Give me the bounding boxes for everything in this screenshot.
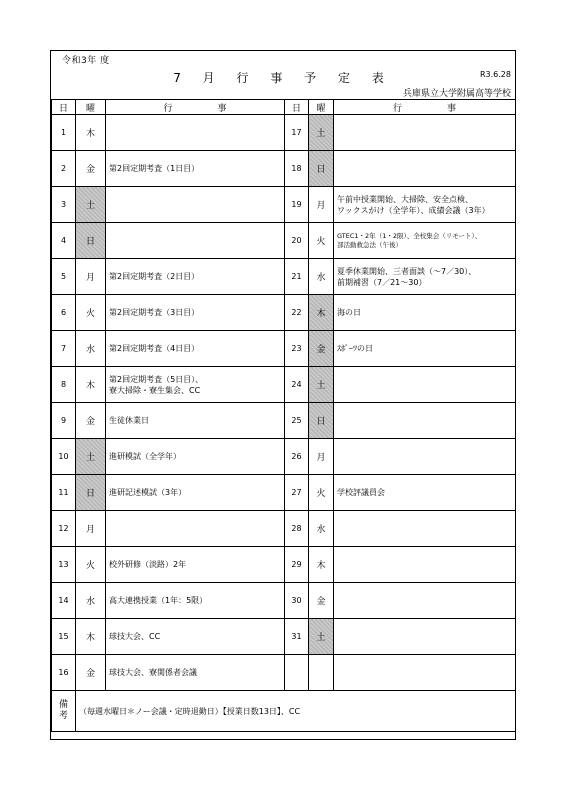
weekday-right: [309, 655, 334, 691]
weekday-left: 金: [76, 151, 106, 187]
schedule-sheet: [50, 50, 516, 740]
schedule-row: [52, 187, 516, 223]
event-cell-right: [334, 547, 516, 583]
event-cell-left: 進研記述模試（3年）: [106, 475, 285, 511]
day-number-right: 25: [285, 403, 309, 439]
day-header-left: 日: [52, 100, 76, 115]
day-number-right: 23: [285, 331, 309, 367]
day-number-right: 20: [285, 223, 309, 259]
schedule-row: [52, 331, 516, 367]
weekday-right: 金: [309, 583, 334, 619]
event-cell-left: 高大連携授業（1年：5限）: [106, 583, 285, 619]
day-number-left: 14: [52, 583, 76, 619]
weekday-left: 金: [76, 403, 106, 439]
event-cell-left: 進研模試（全学年）: [106, 439, 285, 475]
day-number-left: 6: [52, 295, 76, 331]
day-number-right: 28: [285, 511, 309, 547]
notes-text: （毎週水曜日＊ノー会議・定時退勤日）【授業日数13日】、CC: [76, 691, 516, 732]
event-cell-right: 午前中授業開始、大掃除、安全点検、 ワックスがけ（全学年）、成績会議（3年）: [334, 187, 516, 223]
day-number-right: 29: [285, 547, 309, 583]
day-number-right: 21: [285, 259, 309, 295]
schedule-row: [52, 655, 516, 691]
event-cell-right: [334, 115, 516, 151]
weekday-left: 土: [76, 439, 106, 475]
event-cell-left: 球技大会、CC: [106, 619, 285, 655]
day-number-right: 26: [285, 439, 309, 475]
day-number-right: 19: [285, 187, 309, 223]
event-cell-left: [106, 115, 285, 151]
weekday-right: 月: [309, 439, 334, 475]
day-number-left: 15: [52, 619, 76, 655]
day-number-left: 9: [52, 403, 76, 439]
event-cell-right: [334, 619, 516, 655]
event-cell-right: GTEC1・2年（1・2限）、全校集会（リモート）、 部活動救急法（午後）: [334, 223, 516, 259]
weekday-right: 土: [309, 619, 334, 655]
schedule-table: [51, 99, 516, 732]
weekday-right: 金: [309, 331, 334, 367]
weekday-right: 土: [309, 115, 334, 151]
event-cell-left: 第2回定期考査（4日目）: [106, 331, 285, 367]
schedule-body: [52, 115, 516, 691]
event-cell-left: 球技大会、寮関係者会議: [106, 655, 285, 691]
day-number-left: 4: [52, 223, 76, 259]
day-number-right: 22: [285, 295, 309, 331]
day-number-right: 31: [285, 619, 309, 655]
weekday-left: 木: [76, 619, 106, 655]
day-number-left: 10: [52, 439, 76, 475]
day-number-right: 30: [285, 583, 309, 619]
event-cell-left: [106, 187, 285, 223]
weekday-left: 日: [76, 475, 106, 511]
schedule-row: [52, 259, 516, 295]
event-header-right: 行 事: [334, 100, 516, 115]
day-number-left: 11: [52, 475, 76, 511]
event-cell-left: 第2回定期考査（5日目）、 寮大掃除・寮生集会、CC: [106, 367, 285, 403]
event-cell-left: [106, 223, 285, 259]
event-cell-right: 学校評議員会: [334, 475, 516, 511]
schedule-row: [52, 151, 516, 187]
weekday-right: 日: [309, 151, 334, 187]
schedule-row: [52, 583, 516, 619]
day-number-left: 1: [52, 115, 76, 151]
event-cell-left: 校外研修（淡路）2年: [106, 547, 285, 583]
event-cell-left: 生徒休業日: [106, 403, 285, 439]
schedule-row: [52, 295, 516, 331]
page-title: 7 月 行 事 予 定 表: [173, 71, 393, 85]
school-name: 兵庫県立大学附属高等学校: [402, 89, 511, 99]
schedule-row: [52, 475, 516, 511]
weekday-right: 土: [309, 367, 334, 403]
day-number-right: 24: [285, 367, 309, 403]
event-cell-right: [334, 583, 516, 619]
event-header-left: 行 事: [106, 100, 285, 115]
weekday-right: 木: [309, 547, 334, 583]
weekday-left: 火: [76, 547, 106, 583]
weekday-left: 金: [76, 655, 106, 691]
event-cell-right: [334, 439, 516, 475]
weekday-right: 水: [309, 511, 334, 547]
day-number-left: 7: [52, 331, 76, 367]
weekday-right: 月: [309, 187, 334, 223]
schedule-row: [52, 115, 516, 151]
weekday-right: 木: [309, 295, 334, 331]
day-number-left: 8: [52, 367, 76, 403]
weekday-left: 土: [76, 187, 106, 223]
day-number-left: 5: [52, 259, 76, 295]
day-number-right: 27: [285, 475, 309, 511]
schedule-row: [52, 547, 516, 583]
dow-header-left: 曜: [76, 100, 106, 115]
weekday-right: 火: [309, 475, 334, 511]
weekday-left: 日: [76, 223, 106, 259]
event-cell-right: 夏季休業開始、三者面談（～7／30）、 前期補習（7／21～30）: [334, 259, 516, 295]
notes-row: [52, 691, 516, 732]
event-cell-right: [334, 511, 516, 547]
weekday-left: 木: [76, 115, 106, 151]
day-number-right: 18: [285, 151, 309, 187]
event-cell-right: 海の日: [334, 295, 516, 331]
weekday-right: 水: [309, 259, 334, 295]
schedule-row: [52, 223, 516, 259]
event-cell-right: [334, 367, 516, 403]
issue-date: R3.6.28: [479, 70, 511, 79]
weekday-left: 水: [76, 583, 106, 619]
day-number-right: 17: [285, 115, 309, 151]
event-cell-right: ｽﾎﾟｰﾂの日: [334, 331, 516, 367]
notes-label: 備 考: [52, 691, 76, 732]
fiscal-year-label: 令和3年 度: [62, 56, 110, 66]
weekday-left: 水: [76, 331, 106, 367]
weekday-left: 月: [76, 511, 106, 547]
day-number-right: [285, 655, 309, 691]
weekday-left: 火: [76, 295, 106, 331]
day-number-left: 16: [52, 655, 76, 691]
event-cell-left: 第2回定期考査（1日目）: [106, 151, 285, 187]
weekday-right: 火: [309, 223, 334, 259]
event-cell-right: [334, 151, 516, 187]
event-cell-left: [106, 511, 285, 547]
schedule-row: [52, 619, 516, 655]
schedule-row: [52, 511, 516, 547]
schedule-row: [52, 403, 516, 439]
weekday-right: 日: [309, 403, 334, 439]
dow-header-right: 曜: [309, 100, 334, 115]
day-header-right: 日: [285, 100, 309, 115]
weekday-left: 木: [76, 367, 106, 403]
schedule-row: [52, 367, 516, 403]
event-cell-right: [334, 655, 516, 691]
schedule-row: [52, 439, 516, 475]
table-header-row: [52, 100, 516, 115]
event-cell-left: 第2回定期考査（2日目）: [106, 259, 285, 295]
day-number-left: 2: [52, 151, 76, 187]
day-number-left: 13: [52, 547, 76, 583]
event-cell-right: [334, 403, 516, 439]
event-cell-left: 第2回定期考査（3日目）: [106, 295, 285, 331]
weekday-left: 月: [76, 259, 106, 295]
day-number-left: 12: [52, 511, 76, 547]
day-number-left: 3: [52, 187, 76, 223]
